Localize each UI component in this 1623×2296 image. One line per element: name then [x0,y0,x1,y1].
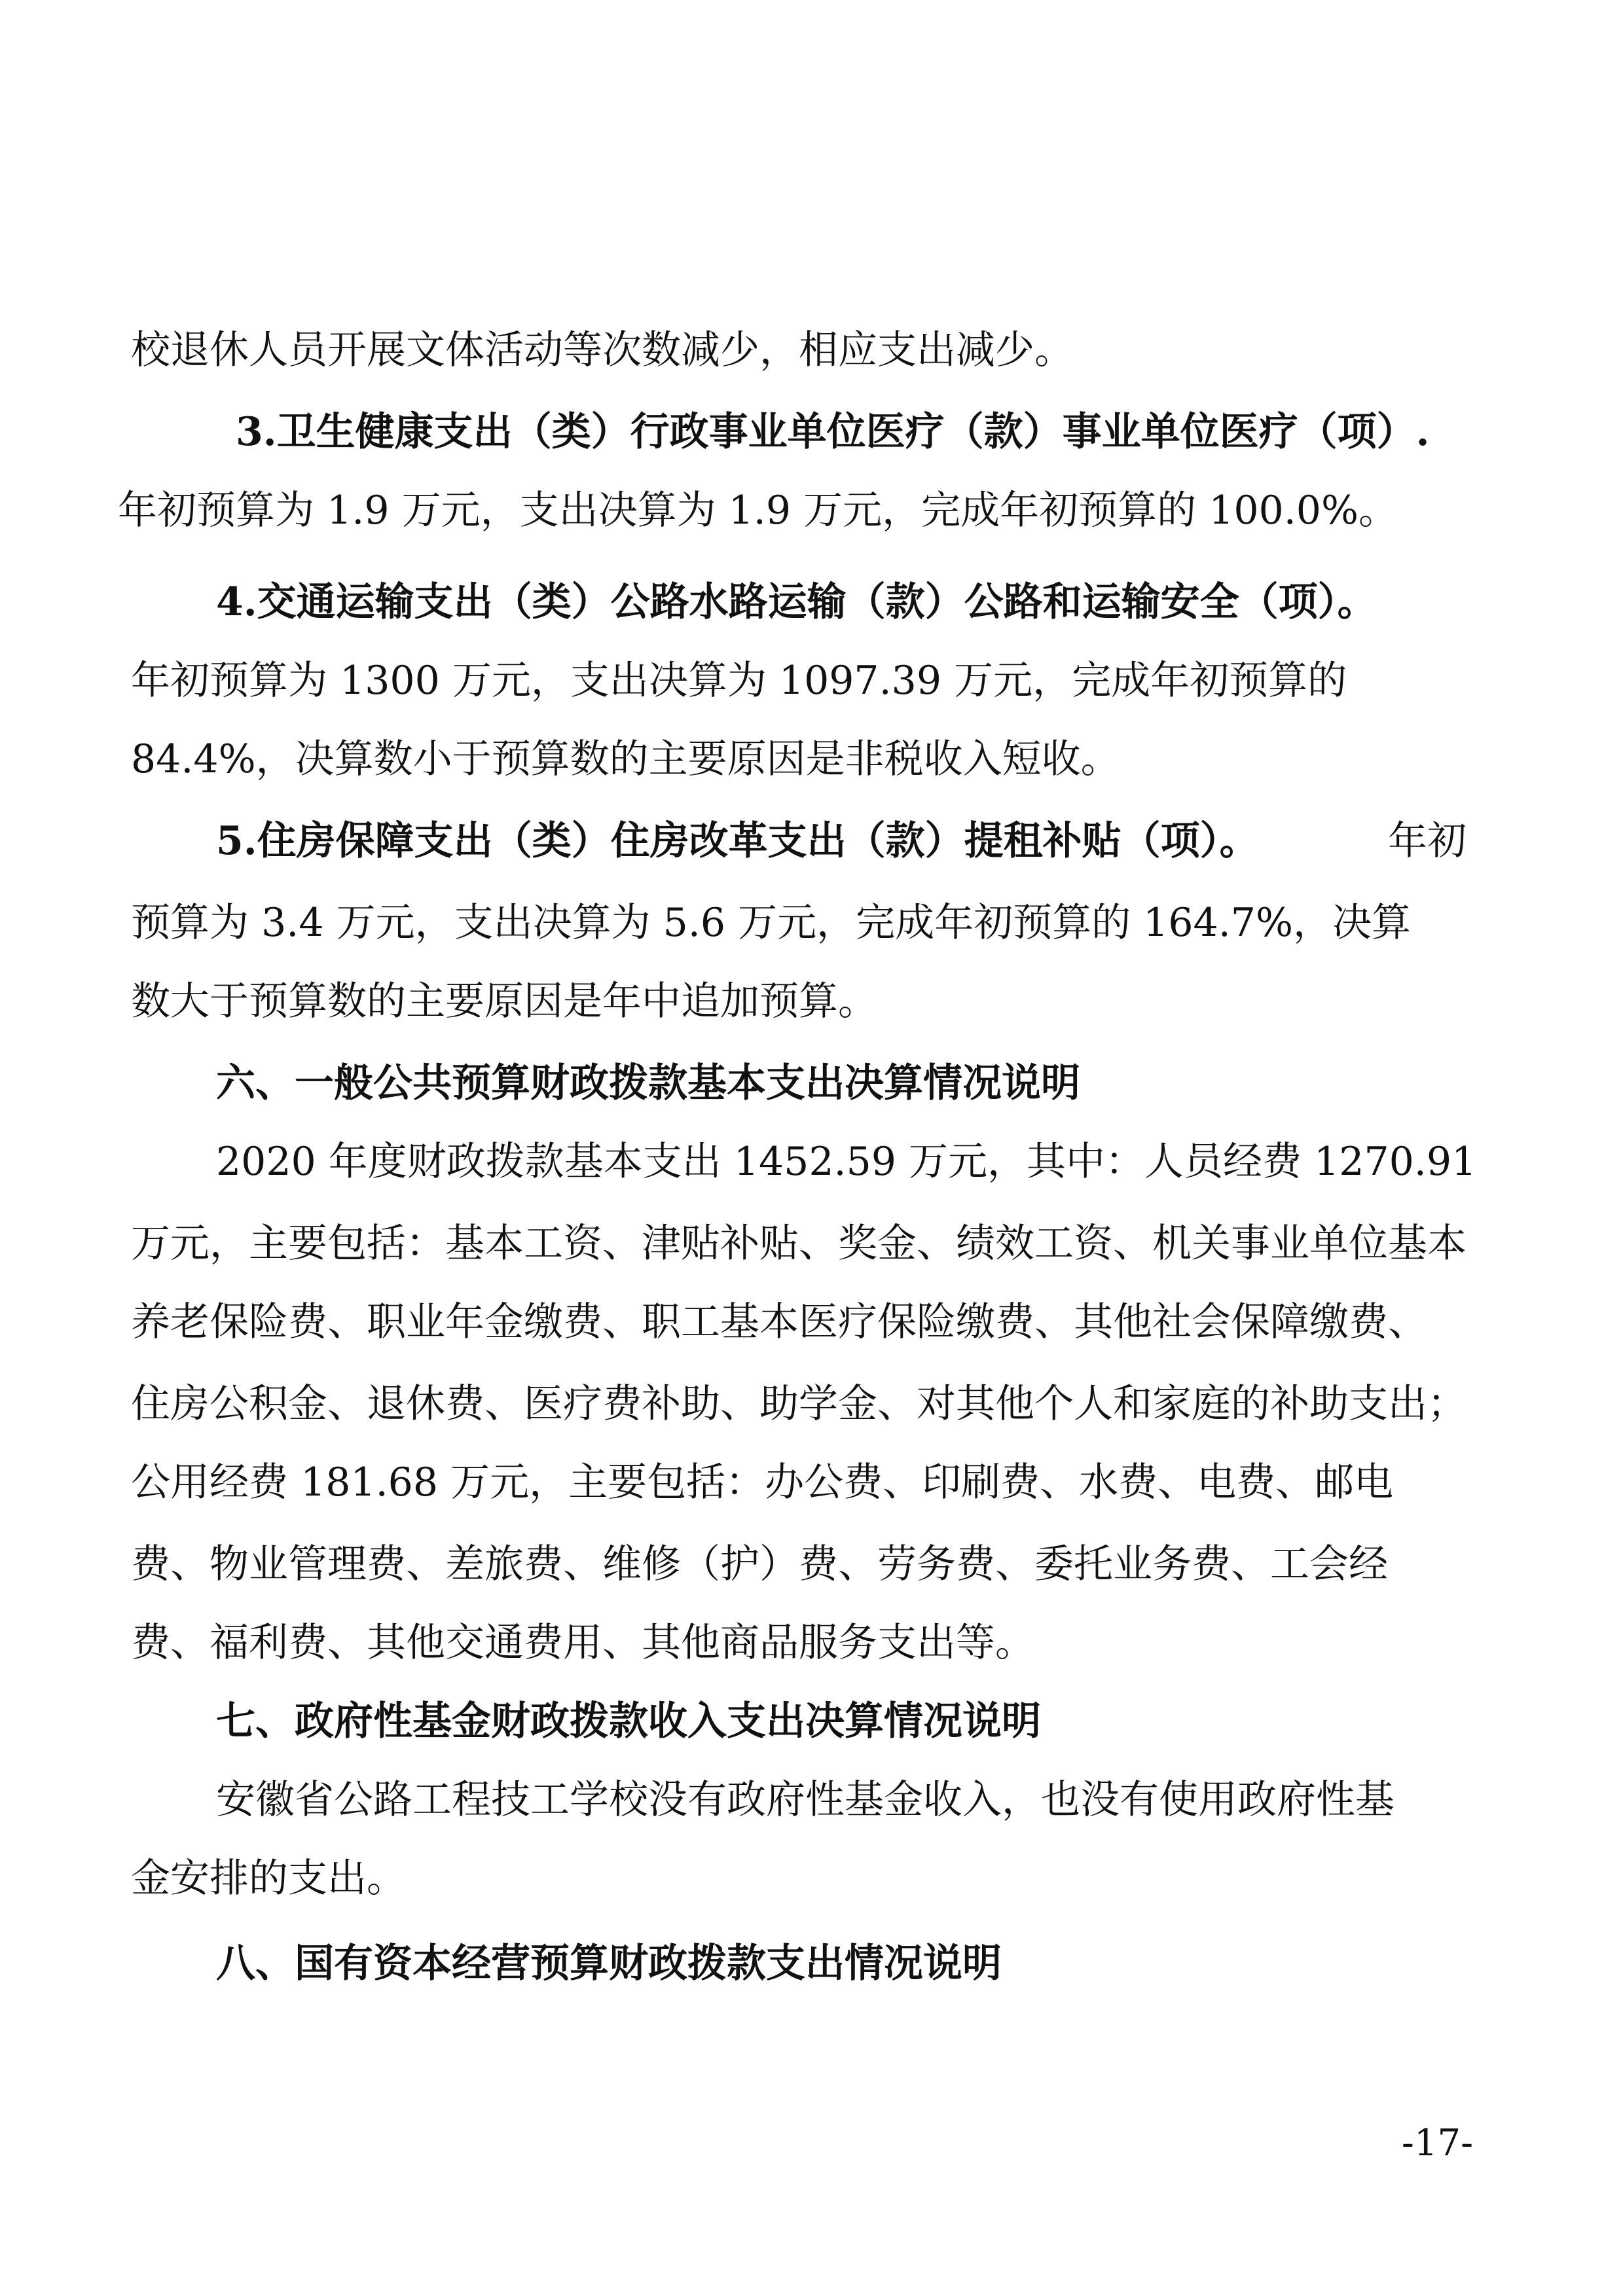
paragraph-line: 金安排的支出。 [131,1856,406,1901]
paragraph-line: 预算为 3.4 万元，支出决算为 5.6 万元，完成年初预算的 164.7%，决算 [131,900,1411,946]
paragraph-line: 养老保险费、职业年金缴费、职工基本医疗保险缴费、其他社会保障缴费、 [131,1299,1427,1345]
section-8-heading: 八、国有资本经营预算财政拨款支出情况说明 [216,1941,1002,1986]
paragraph-line: 84.4%，决算数小于预算数的主要原因是非税收入短收。 [131,736,1120,782]
item-3-heading: 3.卫生健康支出（类）行政事业单位医疗（款）事业单位医疗（项）. [236,409,1430,455]
paragraph-line: 万元，主要包括：基本工资、津贴补贴、奖金、绩效工资、机关事业单位基本 [131,1221,1467,1266]
paragraph-line: 2020 年度财政拨款基本支出 1452.59 万元，其中：人员经费 1270.91 [216,1139,1477,1185]
paragraph-line: 住房公积金、退休费、医疗费补助、助学金、对其他个人和家庭的补助支出； [131,1381,1467,1427]
paragraph-line: 费、福利费、其他交通费用、其他商品服务支出等。 [131,1620,1034,1666]
item-4-heading: 4.交通运输支出（类）公路水路运输（款）公路和运输安全（项）。 [216,579,1377,625]
paragraph-line: 费、物业管理费、差旅费、维修（护）费、劳务费、委托业务费、工会经 [131,1541,1388,1587]
item-5-heading: 5.住房保障支出（类）住房改革支出（款）提租补贴（项）。 [216,818,1259,864]
section-7-heading: 七、政府性基金财政拨款收入支出决算情况说明 [216,1698,1041,1744]
paragraph-line: 数大于预算数的主要原因是年中追加预算。 [131,978,877,1024]
paragraph-line: 校退休人员开展文体活动等次数减少，相应支出减少。 [131,327,1074,373]
section-6-heading: 六、一般公共预算财政拨款基本支出决算情况说明 [216,1060,1080,1106]
paragraph-line: 年初预算为 1.9 万元，支出决算为 1.9 万元，完成年初预算的 100.0%。 [118,488,1398,533]
page-number: -17- [1401,2122,1473,2164]
paragraph-line: 年初 [1388,818,1467,864]
paragraph-line: 安徽省公路工程技工学校没有政府性基金收入，也没有使用政府性基 [216,1777,1395,1823]
paragraph-line: 年初预算为 1300 万元，支出决算为 1097.39 万元，完成年初预算的 [131,658,1347,704]
paragraph-line: 公用经费 181.68 万元，主要包括：办公费、印刷费、水费、电费、邮电 [131,1460,1394,1505]
